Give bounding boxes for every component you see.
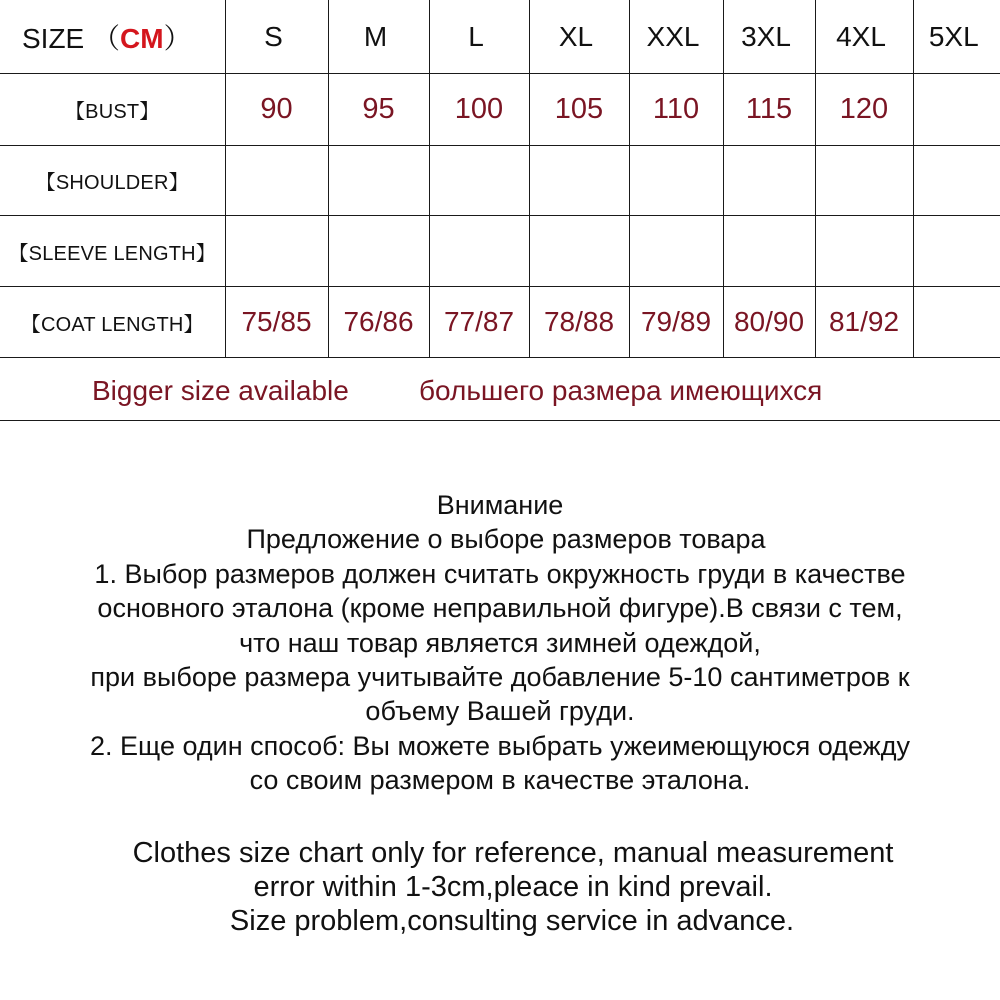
notice-line: 1. Выбор размеров должен считать окружность груди в качестве xyxy=(94,558,906,589)
table-cell xyxy=(913,146,1000,216)
size-header-l: L xyxy=(429,0,529,74)
size-header-xl: XL xyxy=(529,0,629,74)
row-label-bust: 【BUST】 xyxy=(0,74,225,146)
table-row-bust xyxy=(0,74,1000,146)
table-cell xyxy=(723,216,815,287)
size-header-row xyxy=(0,0,1000,74)
size-header-xxl: XXL xyxy=(629,0,723,74)
bigger-size-russian: большего размера имеющихся xyxy=(419,375,823,406)
row-label-sleeve-length: 【SLEEVE LENGTH】 xyxy=(0,216,225,287)
table-cell xyxy=(529,146,629,216)
table-cell xyxy=(629,216,723,287)
reference-disclaimer xyxy=(0,836,1000,938)
table-cell: 80/90 xyxy=(723,287,815,358)
size-header-s: S xyxy=(225,0,328,74)
notice-line: 2. Еще один способ: Вы можете выбрать ужеимеющуюся одежду xyxy=(90,730,910,761)
table-cell xyxy=(225,146,328,216)
table-cell xyxy=(723,146,815,216)
disclaimer-line: error within 1-3cm,pleace in kind prevail. xyxy=(253,871,773,903)
table-cell xyxy=(225,216,328,287)
notice-subtitle: Предложение о выборе размеров товара xyxy=(246,524,766,555)
size-header-5xl: 5XL xyxy=(913,0,1000,74)
size-header-3xl: 3XL xyxy=(723,0,815,74)
table-cell xyxy=(328,216,429,287)
table-cell xyxy=(913,74,1000,146)
disclaimer-line: Size problem,consulting service in advance. xyxy=(229,905,795,937)
table-cell: 90 xyxy=(225,74,328,146)
table-cell xyxy=(913,287,1000,358)
table-cell: 75/85 xyxy=(225,287,328,358)
notice-line: основного эталона (кроме неправильной фигуре).В связи с тем, xyxy=(97,593,903,624)
notice-line: что наш товар является зимней одеждой, xyxy=(239,627,761,658)
row-label-coat-length: 【COAT LENGTH】 xyxy=(0,287,225,358)
table-cell xyxy=(629,146,723,216)
table-cell: 95 xyxy=(328,74,429,146)
table-cell: 79/89 xyxy=(629,287,723,358)
row-label-shoulder: 【SHOULDER】 xyxy=(0,146,225,216)
table-cell: 115 xyxy=(723,74,815,146)
size-label: SIZE xyxy=(22,22,85,54)
table-cell xyxy=(529,216,629,287)
notice-line: при выборе размера учитывайте добавление 5-10 сантиметров к xyxy=(90,662,910,693)
table-cell: 120 xyxy=(815,74,913,146)
table-cell xyxy=(429,216,529,287)
notice-title: Внимание xyxy=(436,490,564,520)
table-cell: 78/88 xyxy=(529,287,629,358)
table-cell xyxy=(815,216,913,287)
notice-line: со своим размером в качестве эталона. xyxy=(249,765,751,796)
table-cell: 77/87 xyxy=(429,287,529,358)
table-cell: 100 xyxy=(429,74,529,146)
size-unit-header xyxy=(0,0,225,74)
table-cell: 81/92 xyxy=(815,287,913,358)
table-row-coat-length xyxy=(0,287,1000,358)
size-chart-table xyxy=(0,0,1000,358)
unit-close-bracket: ） xyxy=(163,22,192,54)
table-cell xyxy=(328,146,429,216)
notice-line: объему Вашей груди. xyxy=(365,696,635,727)
table-cell xyxy=(429,146,529,216)
unit-label: CM xyxy=(120,22,164,54)
table-cell: 105 xyxy=(529,74,629,146)
table-row-sleeve-length xyxy=(0,216,1000,287)
table-cell xyxy=(815,146,913,216)
size-header-m: M xyxy=(328,0,429,74)
table-cell: 110 xyxy=(629,74,723,146)
table-cell: 76/86 xyxy=(328,287,429,358)
size-notice-russian xyxy=(0,488,1000,798)
bigger-size-banner xyxy=(0,354,1000,421)
bigger-size-english: Bigger size available xyxy=(92,375,349,406)
table-cell xyxy=(913,216,1000,287)
size-header-4xl: 4XL xyxy=(815,0,913,74)
disclaimer-line: Clothes size chart only for reference, manual measurement xyxy=(132,837,894,869)
unit-open-bracket: （ xyxy=(84,22,121,54)
table-row-shoulder xyxy=(0,146,1000,216)
